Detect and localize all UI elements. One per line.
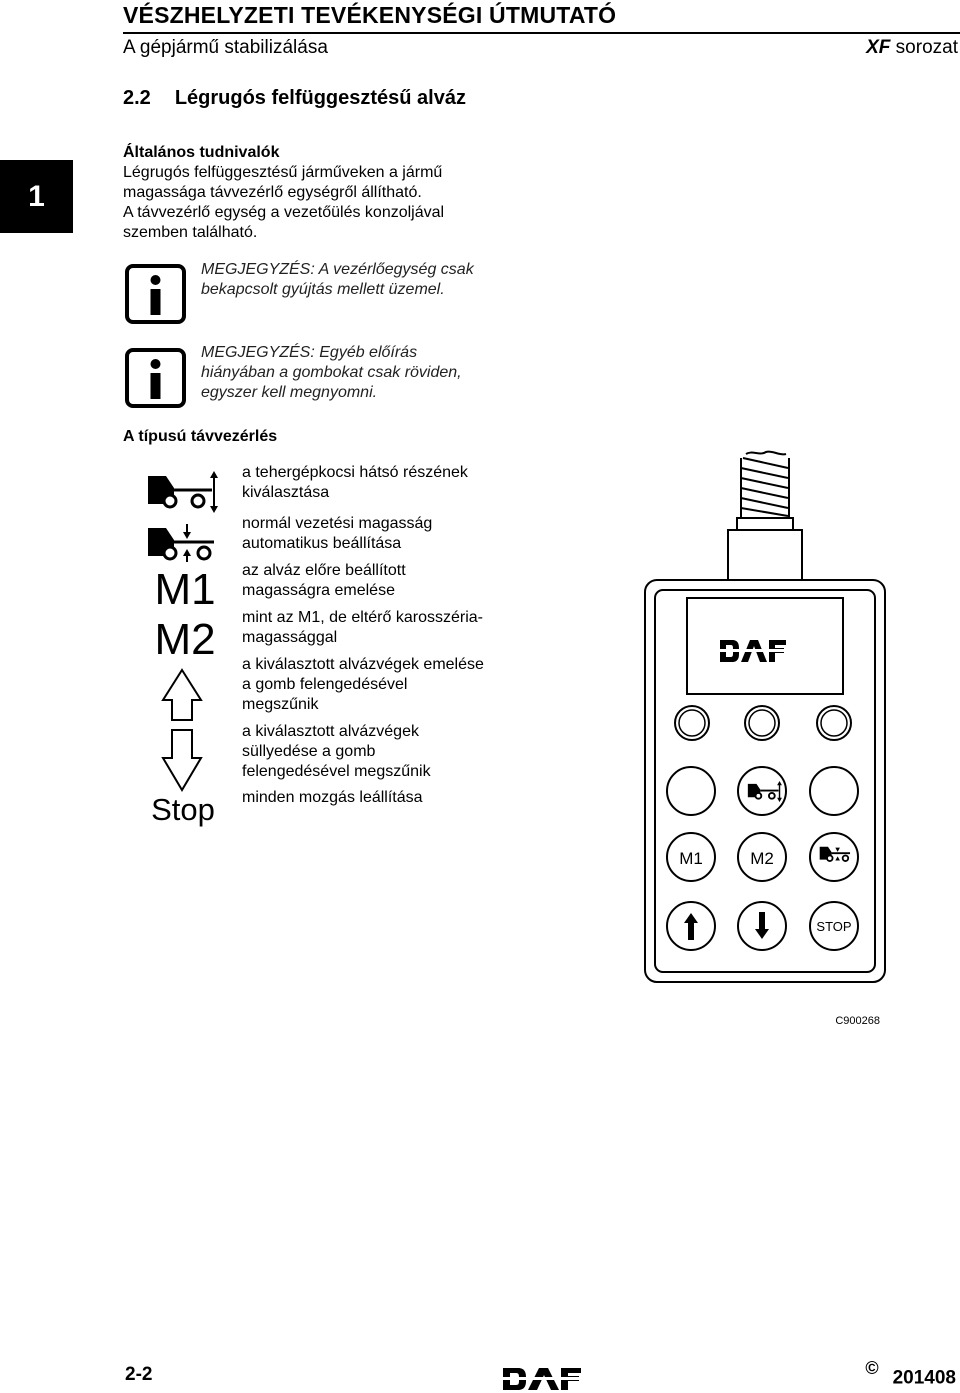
function-normal-height (242, 514, 532, 554)
footer-brand-text: DAF (542, 1388, 544, 1389)
note-line: MEGJEGYZÉS: A vezérlőegység csak (201, 261, 474, 278)
stop-button-label: STOP (816, 919, 852, 934)
note-2 (201, 343, 561, 403)
normal-height-icon (148, 524, 214, 562)
remote-control-drawing (640, 450, 890, 1040)
general-line: A távvezérlő egység a vezetőülés konzoljával (123, 204, 445, 221)
function-raise (242, 655, 532, 715)
cable-strain-relief (728, 530, 802, 582)
note-line: egyszer kell megnyomni. (201, 384, 378, 401)
function-line: felengedésével megszűnik (242, 763, 431, 780)
indicator-light-center (745, 706, 779, 740)
chapter-tab: 1 (0, 160, 73, 233)
normal-height-button[interactable] (810, 833, 858, 881)
series-name: XF (866, 37, 891, 58)
note-line: bekapcsolt gyújtás mellett üzemel. (201, 281, 445, 298)
date-code: 201408 (892, 1367, 956, 1389)
function-m1 (242, 561, 532, 601)
rear-select-icon (148, 471, 218, 513)
note-line: MEGJEGYZÉS: Egyéb előírás (201, 344, 418, 361)
function-line: süllyedése a gomb (242, 743, 376, 760)
lower-arrow-icon (163, 730, 201, 790)
function-line: a tehergépkocsi hátsó részének (242, 464, 468, 481)
function-line: magasságra emelése (242, 582, 395, 599)
remote-display (687, 598, 843, 694)
function-line: normál vezetési magasság (242, 515, 433, 532)
document-title: VÉSZHELYZETI TEVÉKENYSÉGI ÚTMUTATÓ (123, 2, 617, 28)
raise-arrow-icon (163, 670, 201, 720)
function-line: minden mozgás leállítása (242, 789, 423, 806)
daf-logo-text: DAF (752, 678, 754, 679)
front-select-button[interactable] (667, 767, 715, 815)
function-line: az alváz előre beállított (242, 562, 406, 579)
note-1 (201, 260, 561, 300)
all-axles-button[interactable] (810, 767, 858, 815)
function-m2 (242, 608, 532, 648)
m2-button-label: M2 (750, 849, 774, 868)
indicator-light-right (817, 706, 851, 740)
copyright-symbol: © (865, 1358, 879, 1378)
general-line: Légrugós felfüggesztésű járműveken a jármű (123, 164, 443, 181)
function-line: mint az M1, de eltérő karosszéria- (242, 609, 483, 626)
m1-button-label: M1 (679, 849, 703, 868)
symbol-legend (140, 468, 230, 836)
note-line: hiányában a gombokat csak röviden, (201, 364, 462, 381)
coiled-cable (741, 452, 789, 518)
footer-daf-logo (503, 1368, 581, 1390)
cable-collar (737, 518, 793, 530)
remote-heading: A típusú távvezérlés (123, 428, 278, 445)
general-line: magassága távvezérlő egységről állítható. (123, 184, 422, 201)
general-heading: Általános tudnivalók (123, 144, 280, 161)
document-subtitle: A gépjármű stabilizálása (123, 37, 328, 58)
general-info (123, 143, 543, 243)
function-lower (242, 722, 532, 782)
function-rear-select (242, 463, 532, 503)
function-line: a gomb felengedésével (242, 676, 408, 693)
function-line: magassággal (242, 629, 338, 646)
series-suffix: sorozat (890, 37, 958, 58)
footer-date (865, 1360, 956, 1389)
function-line: megszűnik (242, 696, 319, 713)
section-heading (123, 87, 466, 110)
m1-symbol: M1 (154, 565, 216, 614)
stop-symbol: Stop (151, 792, 215, 827)
page-number: 2-2 (125, 1364, 153, 1385)
info-icon (125, 348, 186, 408)
info-icon (125, 264, 186, 324)
function-line: a kiválasztott alvázvégek (242, 723, 419, 740)
indicator-light-left (675, 706, 709, 740)
header-rule (123, 32, 960, 34)
general-line: szemben található. (123, 224, 258, 241)
section-name: Légrugós felfüggesztésű alváz (174, 87, 466, 109)
figure-code: C900268 (835, 1015, 880, 1027)
m2-symbol: M2 (154, 615, 216, 664)
section-number: 2.2 (123, 87, 151, 109)
series-label (866, 37, 958, 59)
function-line: automatikus beállítása (242, 535, 402, 552)
function-stop (242, 788, 532, 808)
function-line: a kiválasztott alvázvégek emelése (242, 656, 484, 673)
function-line: kiválasztása (242, 484, 330, 501)
